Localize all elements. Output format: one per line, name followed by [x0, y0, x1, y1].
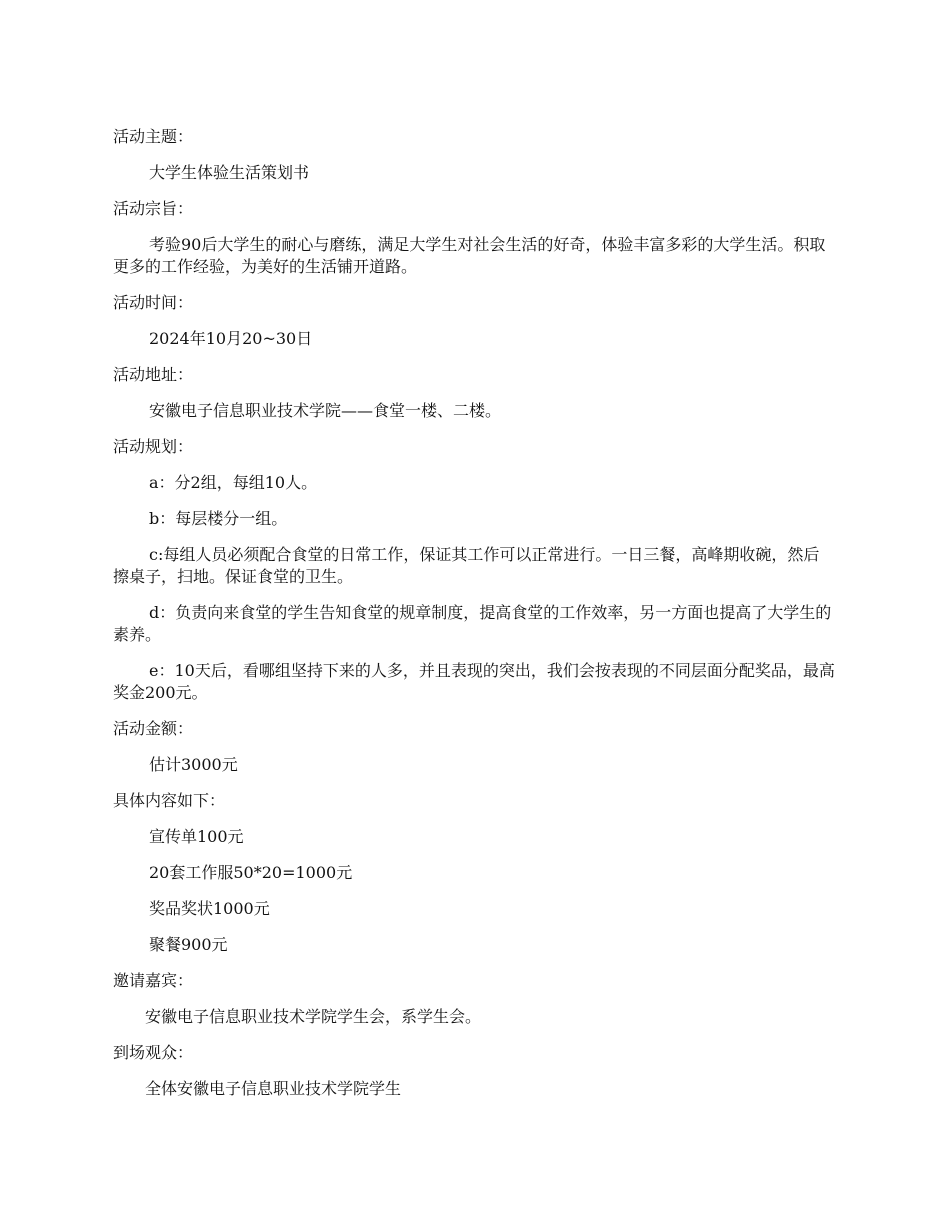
plan-item-a: a：分2组，每组10人。	[149, 473, 318, 492]
purpose-label: 活动宗旨：	[113, 199, 194, 218]
budget-value: 估计3000元	[149, 755, 238, 774]
audience-label: 到场观众：	[113, 1043, 194, 1062]
guests-value: 安徽电子信息职业技术学院学生会，系学生会。	[145, 1007, 482, 1026]
details-item-prizes: 奖品奖状1000元	[149, 899, 270, 918]
plan-item-c: c:每组人员必须配合食堂的日常工作，保证其工作可以正常进行。一日三餐，高峰期收碗，然后擦桌子，扫地。保证食堂的卫生。	[113, 545, 820, 586]
plan-item-b: b：每层楼分一组。	[149, 509, 288, 528]
theme-label: 活动主题：	[113, 127, 194, 146]
location-value: 安徽电子信息职业技术学院——食堂一楼、二楼。	[149, 401, 502, 420]
details-label: 具体内容如下：	[113, 791, 226, 810]
audience-value: 全体安徽电子信息职业技术学院学生	[145, 1079, 402, 1098]
purpose-value: 考验90后大学生的耐心与磨练，满足大学生对社会生活的好奇，体验丰富多彩的大学生活。积取更多的工作经验，为美好的生活铺开道路。	[113, 235, 826, 276]
plan-label: 活动规划：	[113, 437, 194, 456]
budget-label: 活动金额：	[113, 719, 194, 738]
time-label: 活动时间：	[113, 293, 194, 312]
theme-value: 大学生体验生活策划书	[149, 163, 310, 182]
plan-item-d: d：负责向来食堂的学生告知食堂的规章制度，提高食堂的工作效率，另一方面也提高了大学生的素养。	[113, 603, 832, 644]
location-label: 活动地址：	[113, 365, 194, 384]
details-item-dinner: 聚餐900元	[149, 935, 228, 954]
guests-label: 邀请嘉宾：	[113, 971, 194, 990]
document-page	[113, 126, 835, 1114]
details-item-uniforms: 20套工作服50*20=1000元	[149, 863, 353, 882]
plan-item-e: e：10天后，看哪组坚持下来的人多，并且表现的突出，我们会按表现的不同层面分配奖品，最高奖金200元。	[113, 661, 835, 702]
details-item-flyers: 宣传单100元	[149, 827, 244, 846]
time-value: 2024年10月20~30日	[149, 329, 313, 348]
